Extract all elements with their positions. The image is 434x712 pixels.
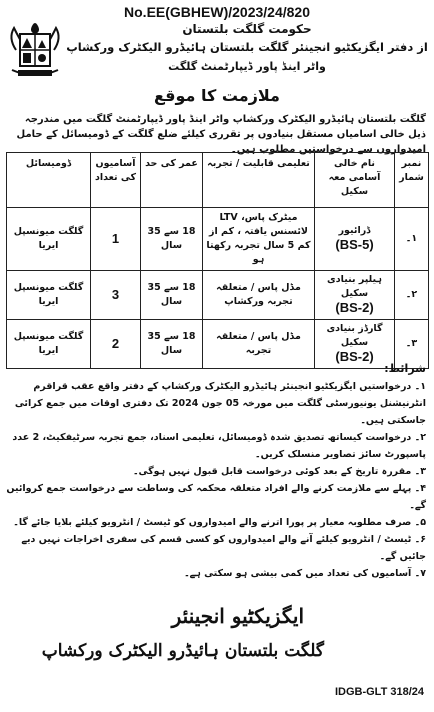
cell-serial: ۱۔ [395,208,429,271]
vacancy-table [6,152,429,369]
cell-age: 18 سے 35 سال [141,271,203,320]
cell-count: 1 [91,208,141,271]
condition-item: ۴۔ پہلے سے ملازمت کرنے والے افراد متعلقہ محکمہ کی وساطت سے درخواست جمع کروائیں گے۔ [6,483,426,511]
condition-item: ۶۔ ٹیسٹ / انٹرویو کیلئے آنے والے امیدواروں کو کسی قسم کی سفری اخراجات نہیں دیے جائیں گے۔ [21,534,426,562]
condition-item: ۳۔ مقررہ تاریخ کے بعد کوئی درخواست قابل قبول نہیں ہوگی۔ [132,466,426,477]
table-row [7,271,429,320]
cell-post: ہیلپر بنیادی سکیل (BS-2) [315,271,395,320]
col-header-serial: نمبر شمار [395,153,429,208]
page-title: ملازمت کا موقع [154,86,280,105]
cell-age: 18 سے 35 سال [141,208,203,271]
signature-title: ایگزیکٹیو انجینئر [171,604,304,628]
table-row [7,320,429,369]
condition-item: ۲۔ درخواست کیساتھ تصدیق شدہ ڈومیسائل، تعلیمی اسناد، جمع تجربہ سرٹیفکیٹ، 2 عدد پاسپورٹ سائز تصاویر منسلک کریں۔ [12,432,426,460]
cell-domicile: گلگت میونسپل ایریا [7,208,91,271]
table-header-row [7,153,429,208]
header-government: حکومت گلگت بلتستان [182,22,312,36]
cell-qualification: مڈل پاس / متعلقہ تجربہ ورکشاپ [203,271,315,320]
intro-paragraph: گلگت بلتستان ہائیڈرو الیکٹرک ورکشاپ واٹر اینڈ پاور ڈیپارٹمنٹ گلگت میں مندرجہ ذیل خالی اسامیاں مستقل بنیادوں پر تقرری کیلئے ضلع گلگت کے ڈومیسائل کے حامل امیدواروں سے درخواستیں مطلوب ہیں۔ [16,114,426,155]
col-header-domicile: ڈومیسائل [7,153,91,208]
col-header-count: آسامیوں کی تعداد [91,153,141,208]
header-department: واٹر اینڈ پاور ڈیپارٹمنٹ گلگت [168,60,326,73]
cell-serial: ۳۔ [395,320,429,369]
cell-post: گارڈز بنیادی سکیل (BS-2) [315,320,395,369]
cell-count: 3 [91,271,141,320]
cell-count: 2 [91,320,141,369]
cell-post: ڈرائیور (BS-5) [315,208,395,271]
col-header-age: عمر کی حد [141,153,203,208]
conditions-heading: شرائط: [384,362,426,375]
government-emblem-icon [4,20,66,82]
condition-item: ۵۔ صرف مطلوبہ معیار پر پورا اترنے والے امیدواروں کو ٹیسٹ / انٹرویو کیلئے بلایا جائے گا۔ [13,517,426,528]
header-office: از دفتر ایگزیکٹیو انجینئر گلگت بلتستان ہائیڈرو الیکٹرک ورکشاپ [66,40,428,54]
cell-qualification: مڈل پاس / متعلقہ تجربہ [203,320,315,369]
cell-age: 18 سے 35 سال [141,320,203,369]
signature-office: گلگت بلتستان ہائیڈرو الیکٹرک ورکشاپ [41,641,324,661]
cell-qualification: میٹرک پاس، LTV لائسنس یافتہ ، کم از کم 5 سال تجربہ رکھتا ہو [203,208,315,271]
condition-item: ۷۔ آسامیوں کی تعداد میں کمی بیشی ہو سکتی ہے۔ [184,568,426,579]
cell-domicile: گلگت میونسپل ایریا [7,320,91,369]
conditions-list [6,378,426,582]
condition-item: ۱۔ درخواستیں ایگزیکٹیو انجینئر ہائیڈرو الیکٹرک ورکشاپ کے دفتر واقع عقب قراقرم انٹرنیشنل یونیورسٹی گلگت میں مورخہ 05 جون 2024 تک دفتری اوقات میں جمع کرائی جاسکتی ہیں۔ [14,381,426,426]
cell-serial: ۲۔ [395,271,429,320]
reference-number: No.EE(GBHEW)/2023/24/820 [124,4,310,20]
col-header-post: نام خالی آسامی معہ سکیل [315,153,395,208]
cell-domicile: گلگت میونسپل ایریا [7,271,91,320]
col-header-qualification: تعلیمی قابلیت / تجربہ [203,153,315,208]
ad-code: IDGB-GLT 318/24 [334,686,424,698]
table-row [7,208,429,271]
